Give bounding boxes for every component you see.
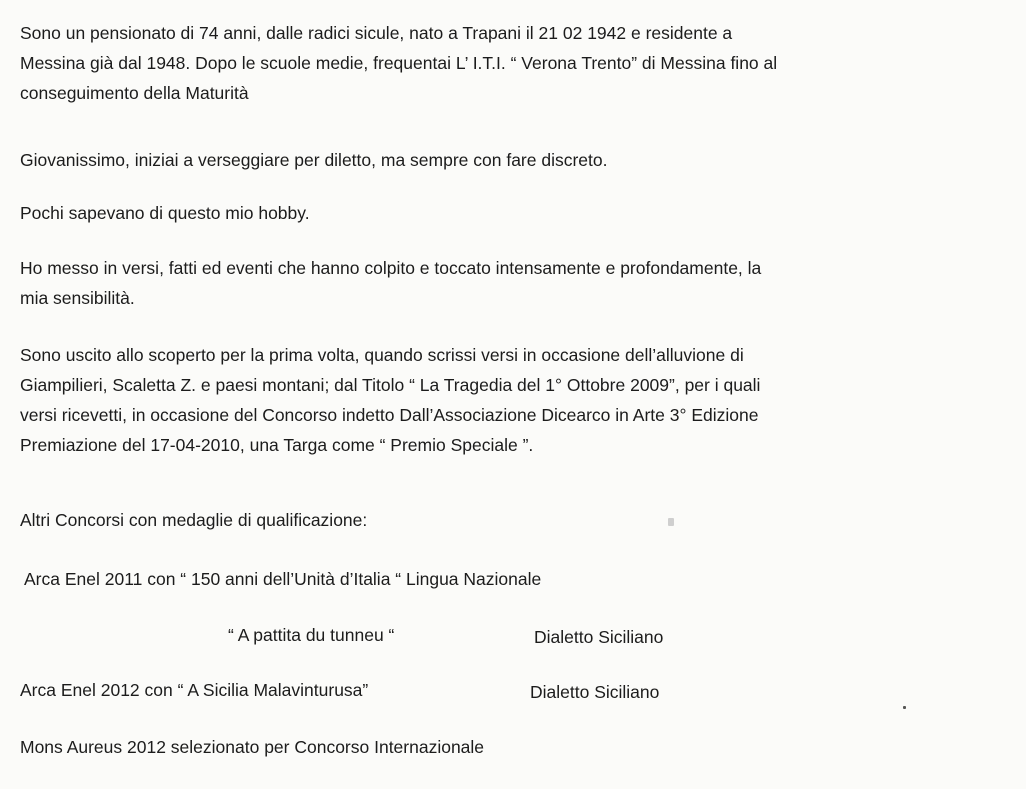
award-row-mons-aureus [20, 732, 484, 762]
text-line: Giovanissimo, iniziai a verseggiare per diletto, ma sempre con fare discreto. [20, 150, 608, 170]
text-line: Ho messo in versi, fatti ed eventi che hanno colpito e toccato intensamente e profondamente, la [20, 258, 762, 278]
paragraph-hobby [20, 198, 1010, 228]
paragraph-other-contests [20, 505, 1010, 535]
award-language: Dialetto Siciliano [534, 627, 664, 647]
scan-speck [668, 518, 674, 526]
text-line: conseguimento della Maturità [20, 83, 249, 103]
award-row-arca-2011 [24, 564, 541, 594]
text-line: Premiazione del 17-04-2010, una Targa come “ Premio Speciale ”. [20, 435, 534, 455]
award-row-pattita-language [534, 622, 663, 652]
paragraph-flood [20, 340, 1010, 460]
paragraph-verse [20, 145, 1010, 175]
scan-speck [903, 706, 906, 709]
award-text: Mons Aureus 2012 selezionato per Concorso Internazionale [20, 737, 485, 757]
award-text: Arca Enel 2012 con “ A Sicilia Malavinturusa” [20, 680, 369, 700]
award-row-pattita-title [228, 620, 394, 650]
award-text: Arca Enel 2011 con “ 150 anni dell’Unità d’Italia “ Lingua Nazionale [24, 569, 542, 589]
text-line: versi ricevetti, in occasione del Concorso indetto Dall’Associazione Dicearco in Arte 3° Edizione [20, 405, 759, 425]
text-line: Altri Concorsi con medaglie di qualificazione: [20, 510, 368, 530]
text-line: mia sensibilità. [20, 288, 135, 308]
text-line: Messina già dal 1948. Dopo le scuole medie, frequentai L’ I.T.I. “ Verona Trento” di Messina fino al [20, 53, 778, 73]
award-title: “ A pattita du tunneu “ [228, 625, 395, 645]
paragraph-intro [20, 18, 1010, 108]
paragraph-events [20, 253, 1010, 313]
text-line: Giampilieri, Scaletta Z. e paesi montani; dal Titolo “ La Tragedia del 1° Ottobre 2009”, per i quali [20, 375, 761, 395]
award-language: Dialetto Siciliano [530, 682, 660, 702]
award-row-arca-2012 [20, 675, 368, 705]
award-row-arca-2012-language [530, 677, 659, 707]
text-line: Pochi sapevano di questo mio hobby. [20, 203, 310, 223]
text-line: Sono uscito allo scoperto per la prima volta, quando scrissi versi in occasione dell’alluvione di [20, 345, 744, 365]
text-line: Sono un pensionato di 74 anni, dalle radici sicule, nato a Trapani il 21 02 1942 e residente a [20, 23, 733, 43]
